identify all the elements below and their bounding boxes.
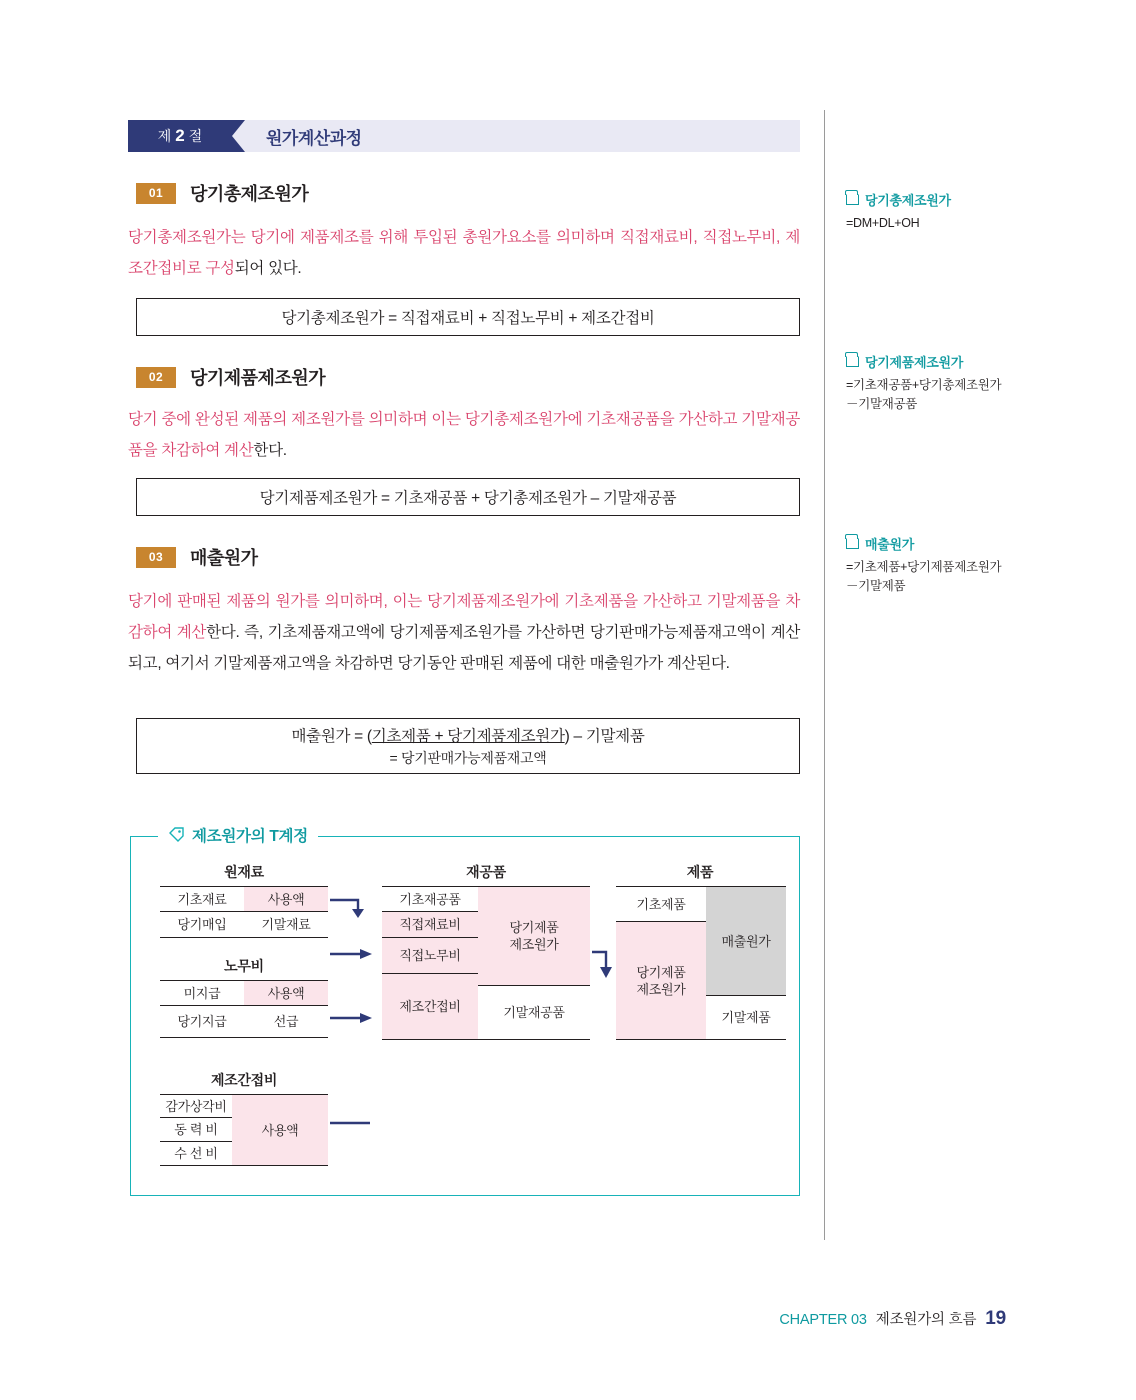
t-caption-raw-material: 원재료 <box>224 864 264 880</box>
t-account-panel-title-row <box>158 824 318 846</box>
arrow-overhead-to-wip <box>330 1012 376 1024</box>
margin-note-2-body: =기초재공품+당기총제조원가 －기말재공품 <box>846 378 1002 411</box>
t-cell-fin-1: 기초제품 <box>616 886 706 922</box>
t-cell-fin-out-1: 매출원가 <box>706 886 786 996</box>
formula-box-01 <box>136 298 800 336</box>
footer-page-number: 19 <box>985 1308 1006 1329</box>
t-caption-overhead: 제조간접비 <box>210 1072 278 1088</box>
formula-03-line1 <box>291 724 644 746</box>
margin-divider <box>824 110 825 1240</box>
paragraph-02-highlight: 당기 중에 완성된 제품의 제조원가를 의미하며 이는 당기총제조원가에 기초재공품을 가산하고 기말재공품을 차감하여 계산 <box>128 411 800 459</box>
footer-chapter: CHAPTER 03 <box>779 1312 867 1328</box>
t-cell-raw-3: 당기매입 <box>160 912 244 938</box>
margin-note-1-title: 당기총제조원가 <box>865 193 951 208</box>
formula-03-pre: 매출원가 = ( <box>291 728 372 745</box>
margin-note-1-title-row <box>846 190 1076 209</box>
t-cell-raw-1: 기초재료 <box>160 886 244 912</box>
t-cell-wip-1: 기초재공품 <box>382 886 478 912</box>
t-cell-raw-2: 사용액 <box>244 886 328 912</box>
paragraph-02-rest: 한다. <box>253 442 287 459</box>
t-cell-labor-4: 선급 <box>244 1006 328 1038</box>
t-cell-wip-4: 제조간접비 <box>382 974 478 1040</box>
bookmark-icon <box>846 194 859 205</box>
price-tag-icon <box>168 827 184 843</box>
item-label: 당기제품제조원가 <box>190 368 326 388</box>
margin-note-3 <box>846 534 1076 596</box>
arrow-overhead-line <box>330 1118 376 1128</box>
margin-note-3-title: 매출원가 <box>865 537 915 552</box>
heading-item-01 <box>136 180 308 206</box>
heading-item-03 <box>136 544 258 570</box>
t-cell-raw-4: 기말재료 <box>244 912 328 938</box>
section-tag-prefix: 제 <box>157 128 172 144</box>
margin-note-1-body: =DM+DL+OH <box>846 216 920 230</box>
arrow-labor-to-wip <box>330 948 376 960</box>
t-cell-oh-1: 감가상각비 <box>160 1094 232 1118</box>
t-cell-fin-out-2: 기말제품 <box>706 996 786 1040</box>
t-cell-fin-2: 당기제품 제조원가 <box>616 922 706 1040</box>
t-caption-labor: 노무비 <box>224 958 264 974</box>
t-cell-oh-4: 사용액 <box>232 1094 328 1166</box>
formula-01-text: 당기총제조원가 = 직접재료비 + 직접노무비 + 제조간접비 <box>281 310 655 327</box>
item-badge: 03 <box>136 547 176 568</box>
margin-note-3-body: =기초제품+당기제품제조원가 －기말제품 <box>846 560 1002 593</box>
item-label: 매출원가 <box>190 548 258 568</box>
t-cell-oh-2: 동 력 비 <box>160 1118 232 1142</box>
margin-note-2-title: 당기제품제조원가 <box>865 355 964 370</box>
t-cell-labor-3: 당기지급 <box>160 1006 244 1038</box>
paragraph-03-rest: 한다. 즉, 기초제품재고액에 당기제품제조원가를 가산하면 당기판매가능제품재고액이 계산되고, 여기서 기말제품재고액을 차감하면 당기동안 판매된 제품에 대한 매출원가가 계산된다. <box>128 624 800 672</box>
paragraph-01-highlight: 당기총제조원가는 당기에 제품제조를 위해 투입된 총원가요소를 의미하며 직접재료비, 직접노무비, 제조간접비로 구성 <box>128 229 800 277</box>
t-cell-labor-2: 사용액 <box>244 980 328 1006</box>
formula-box-02 <box>136 478 800 516</box>
section-tag-suffix: 절 <box>188 128 203 144</box>
t-account-panel-title: 제조원가의 T계정 <box>192 828 308 845</box>
paragraph-01 <box>128 222 800 284</box>
section-header-bar <box>128 120 800 152</box>
t-cell-wip-out-2: 기말재공품 <box>478 986 590 1040</box>
section-title: 원가계산과정 <box>266 128 362 148</box>
arrow-raw-to-wip <box>330 898 376 920</box>
section-tag <box>128 120 232 152</box>
formula-03-line2: = 당기판매가능제품재고액 <box>389 750 547 766</box>
margin-note-1 <box>846 190 1076 233</box>
bookmark-icon <box>846 538 859 549</box>
formula-03-underlined: 기초제품 + 당기제품제조원가 <box>371 728 565 745</box>
t-cell-labor-1: 미지급 <box>160 980 244 1006</box>
bookmark-icon <box>846 356 859 367</box>
page-footer <box>779 1308 1006 1330</box>
t-cell-wip-2: 직접재료비 <box>382 912 478 938</box>
margin-note-2 <box>846 352 1076 414</box>
formula-box-03 <box>136 718 800 774</box>
paragraph-03 <box>128 586 800 679</box>
t-cell-oh-3: 수 선 비 <box>160 1142 232 1166</box>
t-caption-finished: 제품 <box>686 864 714 880</box>
formula-03-post: ) – 기말제품 <box>564 728 645 745</box>
t-cell-wip-3: 직접노무비 <box>382 938 478 974</box>
heading-item-02 <box>136 364 325 390</box>
margin-note-2-title-row <box>846 352 1076 371</box>
paragraph-03-highlight: 당기에 판매된 제품의 원가를 의미하며, 이는 당기제품제조원가에 기초제품을 가산하고 기말제품을 차감하여 계산 <box>128 593 800 641</box>
paragraph-01-rest: 되어 있다. <box>234 260 302 277</box>
t-caption-wip: 재공품 <box>466 864 506 880</box>
t-cell-wip-out-1: 당기제품 제조원가 <box>478 886 590 986</box>
section-tag-number: 2 <box>175 126 185 145</box>
item-label: 당기총제조원가 <box>190 184 309 204</box>
item-badge: 02 <box>136 367 176 388</box>
item-badge: 01 <box>136 183 176 204</box>
margin-note-3-title-row <box>846 534 1076 553</box>
paragraph-02 <box>128 404 800 466</box>
footer-chapter-title: 제조원가의 흐름 <box>875 1312 977 1328</box>
formula-02-text: 당기제품제조원가 = 기초재공품 + 당기총제조원가 – 기말재공품 <box>259 490 677 507</box>
